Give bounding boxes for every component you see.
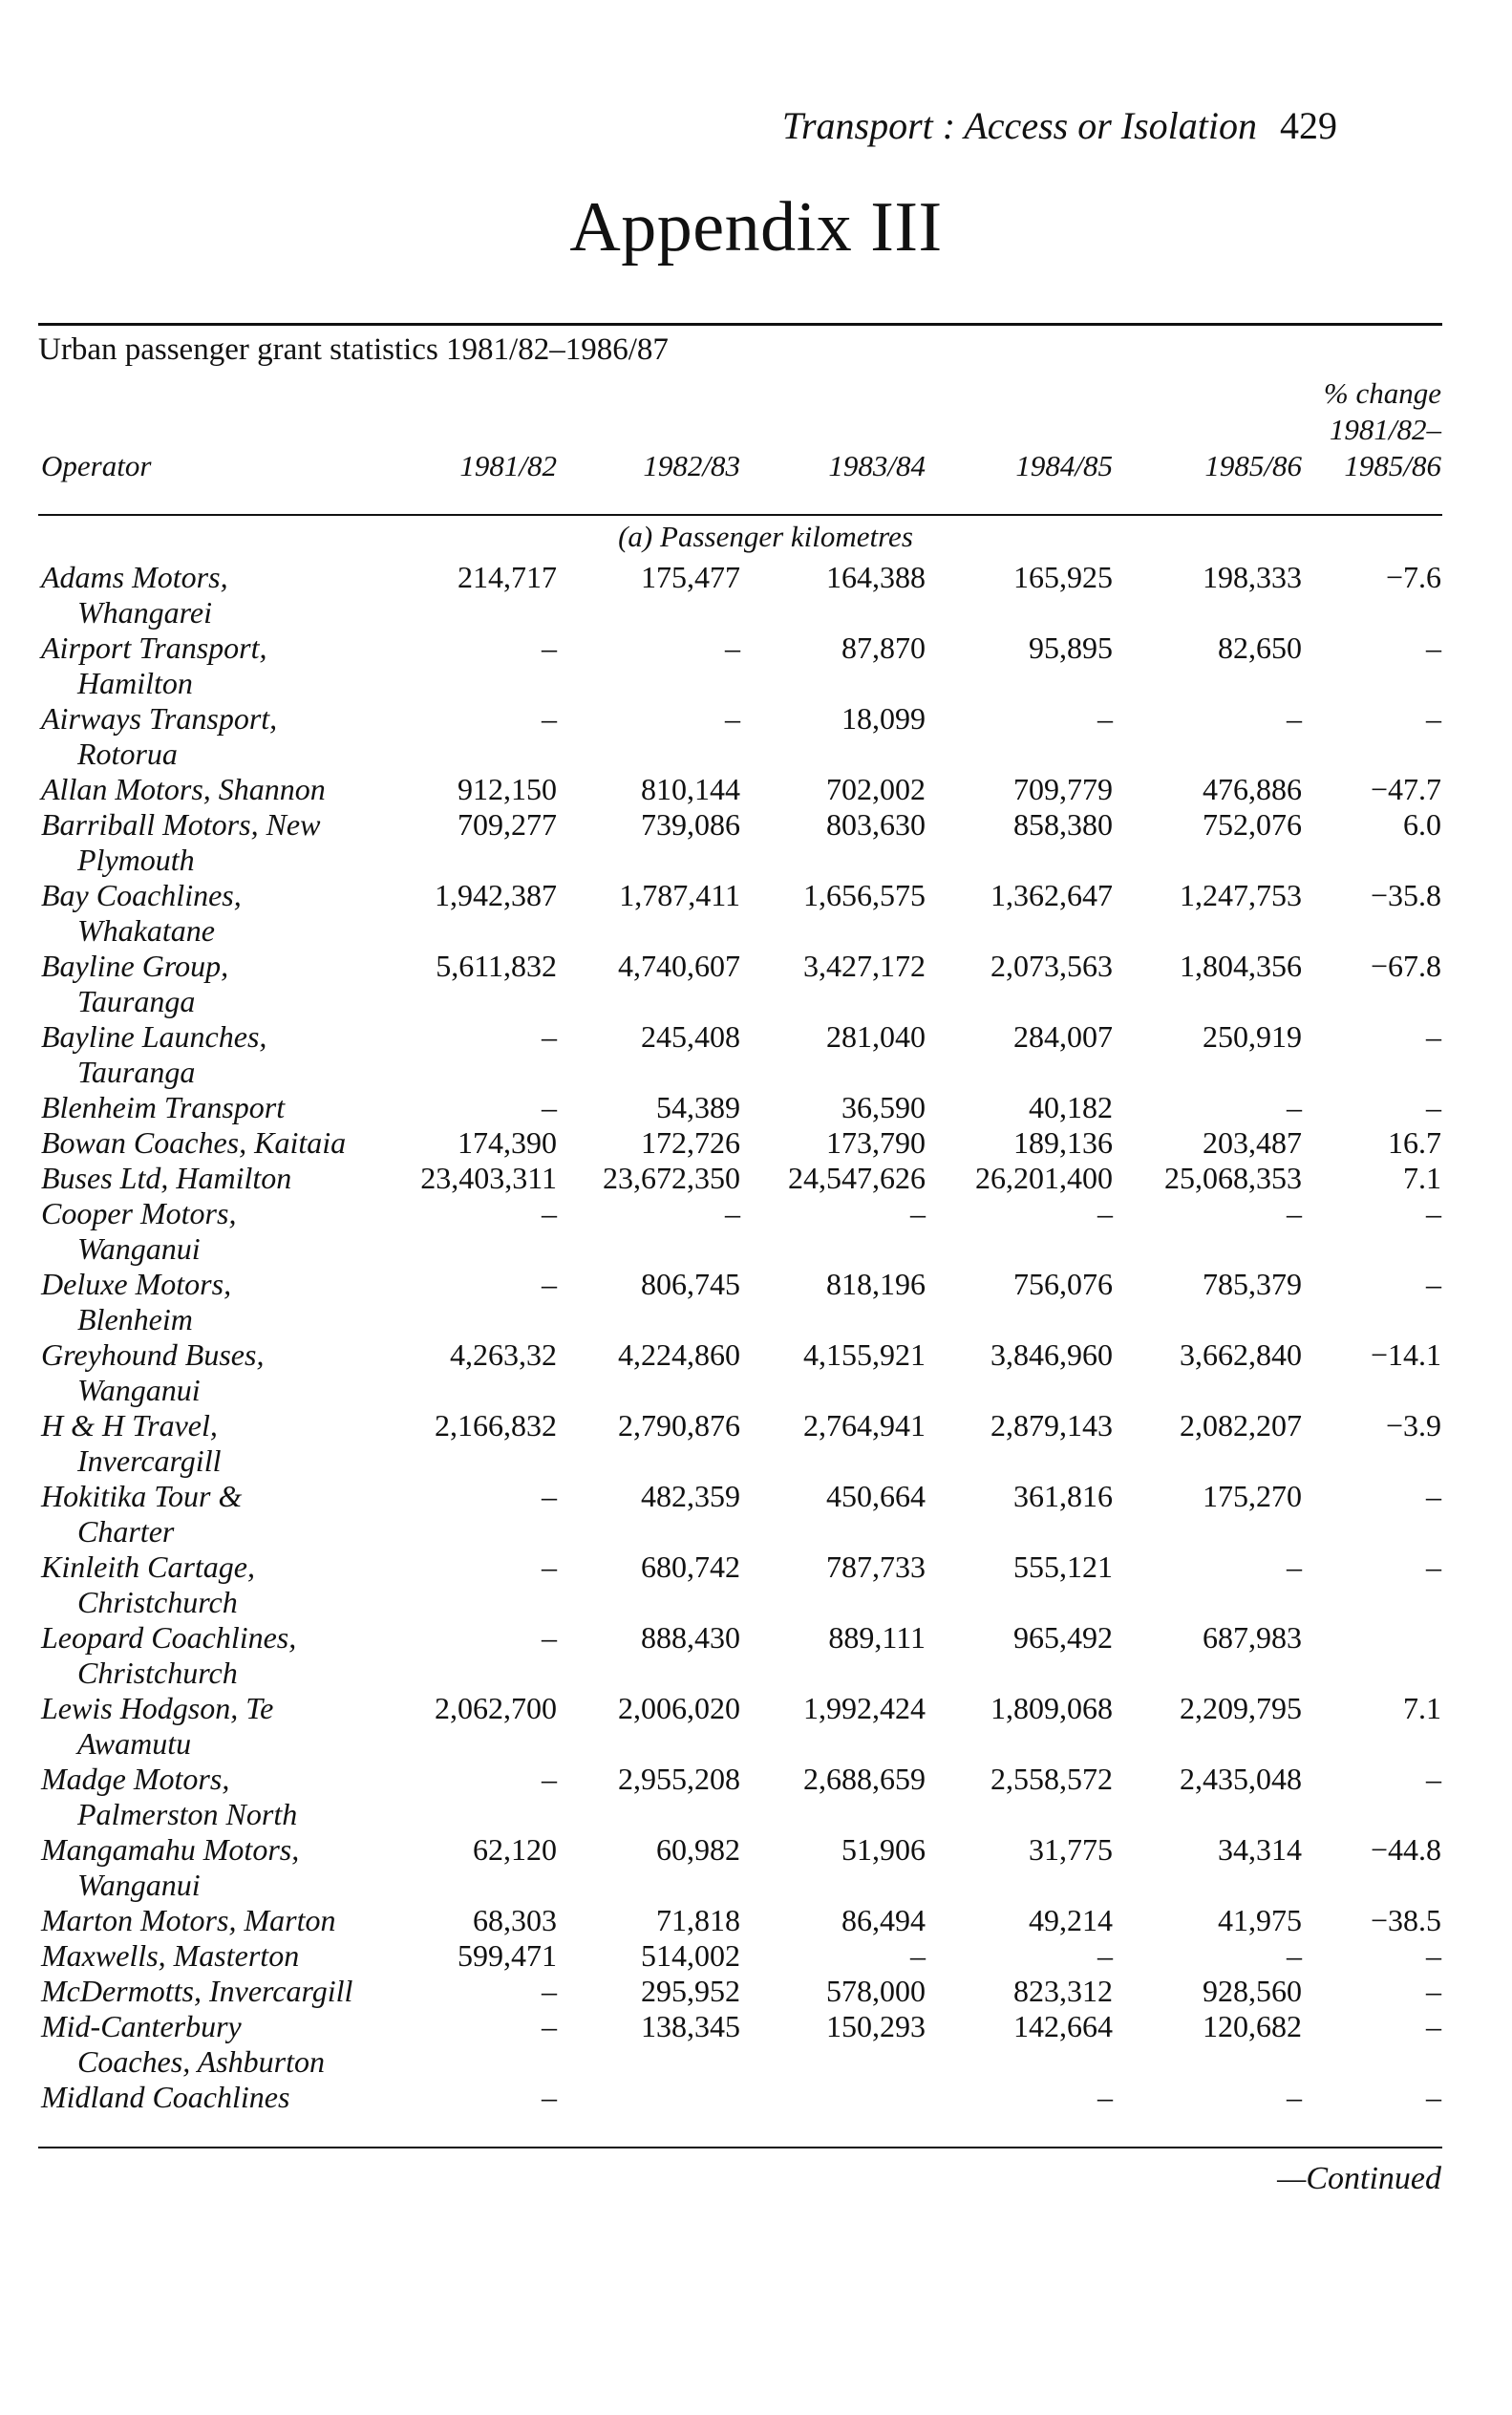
operator-name: Adams Motors, bbox=[41, 560, 228, 594]
operator-location: Coaches, Ashburton bbox=[77, 2044, 325, 2079]
value-cell: 2,879,143 bbox=[990, 1408, 1113, 1443]
header-operator: Operator bbox=[41, 449, 152, 482]
value-cell: 2,764,941 bbox=[803, 1408, 926, 1443]
percent-change-cell: −47.7 bbox=[1370, 772, 1441, 806]
value-cell: – bbox=[542, 1090, 557, 1124]
value-cell: 787,733 bbox=[826, 1549, 926, 1584]
header-change-line3: 1985/86 bbox=[1344, 449, 1441, 482]
operator-location: Tauranga bbox=[77, 1055, 196, 1089]
value-cell: 818,196 bbox=[826, 1267, 926, 1301]
value-cell: 1,656,575 bbox=[803, 878, 926, 912]
operator-cell bbox=[41, 2009, 414, 2080]
value-cell: 3,662,840 bbox=[1180, 1337, 1302, 1372]
percent-change-cell: −3.9 bbox=[1385, 1408, 1441, 1443]
value-cell: 23,672,350 bbox=[603, 1161, 740, 1195]
operator-name: Greyhound Buses, bbox=[41, 1337, 265, 1372]
value-cell: – bbox=[1097, 2080, 1113, 2114]
operator-cell bbox=[41, 1938, 414, 1974]
value-cell: 54,389 bbox=[656, 1090, 740, 1124]
percent-change-cell: 7.1 bbox=[1403, 1161, 1441, 1195]
operator-location: Christchurch bbox=[77, 1585, 238, 1619]
value-cell: 172,726 bbox=[641, 1125, 740, 1160]
running-head-title: Transport : Access or Isolation bbox=[781, 104, 1257, 147]
percent-change-cell: – bbox=[1426, 2009, 1441, 2043]
value-cell: 928,560 bbox=[1203, 1974, 1302, 2008]
value-cell: 198,333 bbox=[1203, 560, 1302, 594]
value-cell: 284,007 bbox=[1013, 1019, 1113, 1054]
percent-change-cell: – bbox=[1426, 701, 1441, 736]
operator-name: Airways Transport, bbox=[41, 701, 278, 736]
value-cell: 71,818 bbox=[656, 1903, 740, 1937]
value-cell: 189,136 bbox=[1013, 1125, 1113, 1160]
operator-name: McDermotts, Invercargill bbox=[41, 1974, 353, 2008]
value-cell: – bbox=[542, 630, 557, 665]
value-cell: 2,435,048 bbox=[1180, 1762, 1302, 1796]
operator-name: Maxwells, Masterton bbox=[41, 1938, 300, 1973]
operator-location: Wanganui bbox=[77, 1231, 201, 1266]
value-cell: 687,983 bbox=[1203, 1620, 1302, 1655]
percent-change-cell: – bbox=[1426, 2080, 1441, 2114]
value-cell: 174,390 bbox=[458, 1125, 557, 1160]
operator-cell bbox=[41, 878, 414, 949]
operator-name: Mid-Canterbury bbox=[41, 2009, 242, 2043]
percent-change-cell: −67.8 bbox=[1370, 949, 1441, 983]
operator-cell bbox=[41, 701, 414, 772]
operator-cell bbox=[41, 1408, 414, 1479]
header-1982-83: 1982/83 bbox=[643, 449, 740, 482]
value-cell: 3,846,960 bbox=[990, 1337, 1113, 1372]
value-cell: 785,379 bbox=[1203, 1267, 1302, 1301]
value-cell: 2,955,208 bbox=[618, 1762, 740, 1796]
value-cell: 51,906 bbox=[841, 1832, 926, 1867]
table-bottom-rule bbox=[38, 2147, 1442, 2148]
operator-name: Marton Motors, Marton bbox=[41, 1903, 336, 1937]
operator-name: Allan Motors, Shannon bbox=[41, 772, 326, 806]
table-caption: Urban passenger grant statistics 1981/82–1986/87 bbox=[38, 332, 669, 367]
operator-name: Lewis Hodgson, Te bbox=[41, 1691, 274, 1725]
value-cell: 810,144 bbox=[641, 772, 740, 806]
value-cell: 709,277 bbox=[458, 807, 557, 842]
value-cell: 756,076 bbox=[1013, 1267, 1113, 1301]
operator-cell bbox=[41, 1337, 414, 1408]
operator-cell bbox=[41, 949, 414, 1019]
value-cell: 803,630 bbox=[826, 807, 926, 842]
operator-name: Bayline Launches, bbox=[41, 1019, 267, 1054]
value-cell: 4,155,921 bbox=[803, 1337, 926, 1372]
header-1983-84: 1983/84 bbox=[828, 449, 926, 482]
value-cell: 2,558,572 bbox=[990, 1762, 1113, 1796]
percent-change-cell: – bbox=[1426, 1938, 1441, 1973]
value-cell: 24,547,626 bbox=[788, 1161, 926, 1195]
value-cell: 40,182 bbox=[1029, 1090, 1113, 1124]
operator-cell bbox=[41, 772, 414, 807]
value-cell: 1,804,356 bbox=[1180, 949, 1302, 983]
value-cell: 138,345 bbox=[641, 2009, 740, 2043]
percent-change-cell: – bbox=[1426, 630, 1441, 665]
operator-name: Mangamahu Motors, bbox=[41, 1832, 300, 1867]
value-cell: 2,006,020 bbox=[618, 1691, 740, 1725]
operator-location: Rotorua bbox=[77, 737, 178, 771]
value-cell: 175,270 bbox=[1203, 1479, 1302, 1513]
operator-location: Palmerston North bbox=[77, 1797, 298, 1831]
value-cell: 888,430 bbox=[641, 1620, 740, 1655]
value-cell: – bbox=[542, 1479, 557, 1513]
value-cell: 1,362,647 bbox=[990, 878, 1113, 912]
percent-change-cell: – bbox=[1426, 1267, 1441, 1301]
operator-location: Wanganui bbox=[77, 1373, 201, 1407]
value-cell: 823,312 bbox=[1013, 1974, 1113, 2008]
value-cell: 173,790 bbox=[826, 1125, 926, 1160]
value-cell: 62,120 bbox=[473, 1832, 557, 1867]
operator-cell bbox=[41, 1903, 414, 1938]
operator-location: Whangarei bbox=[77, 595, 213, 630]
value-cell: – bbox=[542, 1620, 557, 1655]
value-cell: 95,895 bbox=[1029, 630, 1113, 665]
operator-name: Bowan Coaches, Kaitaia bbox=[41, 1125, 347, 1160]
operator-name: Deluxe Motors, bbox=[41, 1267, 232, 1301]
operator-name: Bay Coachlines, bbox=[41, 878, 242, 912]
operator-cell bbox=[41, 1125, 414, 1161]
value-cell: – bbox=[542, 1019, 557, 1054]
value-cell: 2,166,832 bbox=[435, 1408, 557, 1443]
value-cell: 23,403,311 bbox=[420, 1161, 557, 1195]
value-cell: – bbox=[725, 630, 740, 665]
value-cell: 68,303 bbox=[473, 1903, 557, 1937]
operator-name: Midland Coachlines bbox=[41, 2080, 290, 2114]
value-cell: 1,809,068 bbox=[990, 1691, 1113, 1725]
value-cell: 203,487 bbox=[1203, 1125, 1302, 1160]
value-cell: 806,745 bbox=[641, 1267, 740, 1301]
value-cell: – bbox=[910, 1196, 926, 1230]
operator-cell bbox=[41, 560, 414, 630]
table-header-rule bbox=[38, 514, 1442, 516]
header-change-line2: 1981/82– bbox=[1329, 413, 1441, 446]
value-cell: 2,082,207 bbox=[1180, 1408, 1302, 1443]
value-cell: 87,870 bbox=[841, 630, 926, 665]
value-cell: – bbox=[1287, 1549, 1302, 1584]
value-cell: – bbox=[542, 1974, 557, 2008]
operator-location: Charter bbox=[77, 1514, 175, 1549]
value-cell: 5,611,832 bbox=[436, 949, 557, 983]
header-1984-85: 1984/85 bbox=[1015, 449, 1113, 482]
operator-cell bbox=[41, 1974, 414, 2009]
operator-name: Airport Transport, bbox=[41, 630, 267, 665]
table-top-rule bbox=[38, 323, 1442, 326]
header-1981-82: 1981/82 bbox=[459, 449, 557, 482]
value-cell: 1,942,387 bbox=[435, 878, 557, 912]
operator-cell bbox=[41, 1090, 414, 1125]
value-cell: 599,471 bbox=[458, 1938, 557, 1973]
value-cell: 281,040 bbox=[826, 1019, 926, 1054]
value-cell: 1,992,424 bbox=[803, 1691, 926, 1725]
value-cell: 82,650 bbox=[1218, 630, 1302, 665]
operator-name: Buses Ltd, Hamilton bbox=[41, 1161, 292, 1195]
value-cell: – bbox=[1287, 1090, 1302, 1124]
value-cell: – bbox=[542, 1549, 557, 1584]
value-cell: – bbox=[1287, 701, 1302, 736]
value-cell: 858,380 bbox=[1013, 807, 1113, 842]
value-cell: 2,073,563 bbox=[990, 949, 1113, 983]
value-cell: 245,408 bbox=[641, 1019, 740, 1054]
value-cell: 4,740,607 bbox=[618, 949, 740, 983]
operator-name: Cooper Motors, bbox=[41, 1196, 237, 1230]
operator-cell bbox=[41, 807, 414, 878]
value-cell: 31,775 bbox=[1029, 1832, 1113, 1867]
operator-cell bbox=[41, 2080, 414, 2115]
value-cell: 3,427,172 bbox=[803, 949, 926, 983]
value-cell: 26,201,400 bbox=[975, 1161, 1113, 1195]
operator-name: Barriball Motors, New bbox=[41, 807, 321, 842]
value-cell: – bbox=[725, 1196, 740, 1230]
operator-location: Blenheim bbox=[77, 1302, 193, 1336]
operator-location: Christchurch bbox=[77, 1656, 238, 1690]
percent-change-cell: – bbox=[1426, 1019, 1441, 1054]
value-cell: 86,494 bbox=[841, 1903, 926, 1937]
value-cell: – bbox=[1097, 701, 1113, 736]
value-cell: 514,002 bbox=[641, 1938, 740, 1973]
value-cell: 214,717 bbox=[458, 560, 557, 594]
operator-location: Whakatane bbox=[77, 913, 215, 948]
operator-cell bbox=[41, 1019, 414, 1090]
value-cell: 36,590 bbox=[841, 1090, 926, 1124]
operator-cell bbox=[41, 630, 414, 701]
value-cell: 739,086 bbox=[641, 807, 740, 842]
value-cell: 482,359 bbox=[641, 1479, 740, 1513]
operator-cell bbox=[41, 1762, 414, 1832]
operator-location: Tauranga bbox=[77, 984, 196, 1018]
percent-change-cell: −44.8 bbox=[1370, 1832, 1441, 1867]
value-cell: 18,099 bbox=[841, 701, 926, 736]
value-cell: – bbox=[542, 1267, 557, 1301]
operator-cell bbox=[41, 1832, 414, 1903]
operator-location: Hamilton bbox=[77, 666, 193, 700]
value-cell: 702,002 bbox=[826, 772, 926, 806]
value-cell: – bbox=[1287, 2080, 1302, 2114]
value-cell: 164,388 bbox=[826, 560, 926, 594]
operator-cell bbox=[41, 1549, 414, 1620]
value-cell: – bbox=[542, 2009, 557, 2043]
percent-change-cell: – bbox=[1426, 1974, 1441, 2008]
value-cell: – bbox=[725, 701, 740, 736]
percent-change-cell: – bbox=[1426, 1196, 1441, 1230]
operator-location: Awamutu bbox=[77, 1726, 192, 1761]
percent-change-cell: 7.1 bbox=[1403, 1691, 1441, 1725]
value-cell: 2,209,795 bbox=[1180, 1691, 1302, 1725]
value-cell: 578,000 bbox=[826, 1974, 926, 2008]
header-1985-86: 1985/86 bbox=[1204, 449, 1302, 482]
value-cell: 34,314 bbox=[1218, 1832, 1302, 1867]
value-cell: – bbox=[1097, 1196, 1113, 1230]
percent-change-cell: −14.1 bbox=[1370, 1337, 1441, 1372]
value-cell: – bbox=[542, 1196, 557, 1230]
operator-cell bbox=[41, 1479, 414, 1549]
value-cell: – bbox=[542, 1762, 557, 1796]
value-cell: 889,111 bbox=[828, 1620, 926, 1655]
operator-name: Hokitika Tour & bbox=[41, 1479, 243, 1513]
value-cell: 4,263,32 bbox=[450, 1337, 557, 1372]
operator-name: Madge Motors, bbox=[41, 1762, 230, 1796]
value-cell: 49,214 bbox=[1029, 1903, 1113, 1937]
value-cell: 2,688,659 bbox=[803, 1762, 926, 1796]
operator-name: Leopard Coachlines, bbox=[41, 1620, 297, 1655]
value-cell: 150,293 bbox=[826, 2009, 926, 2043]
operator-cell bbox=[41, 1196, 414, 1267]
value-cell: 752,076 bbox=[1203, 807, 1302, 842]
value-cell: 4,224,860 bbox=[618, 1337, 740, 1372]
value-cell: 295,952 bbox=[641, 1974, 740, 2008]
operator-cell bbox=[41, 1267, 414, 1337]
value-cell: 450,664 bbox=[826, 1479, 926, 1513]
value-cell: 165,925 bbox=[1013, 560, 1113, 594]
page-number: 429 bbox=[1280, 104, 1337, 147]
value-cell: – bbox=[1287, 1196, 1302, 1230]
operator-cell bbox=[41, 1691, 414, 1762]
value-cell: 120,682 bbox=[1203, 2009, 1302, 2043]
percent-change-cell: −38.5 bbox=[1370, 1903, 1441, 1937]
operator-name: H & H Travel, bbox=[41, 1408, 218, 1443]
value-cell: 912,150 bbox=[458, 772, 557, 806]
percent-change-cell: −7.6 bbox=[1385, 560, 1441, 594]
section-label: (a) Passenger kilometres bbox=[618, 520, 913, 553]
percent-change-cell: 16.7 bbox=[1388, 1125, 1441, 1160]
value-cell: 25,068,353 bbox=[1164, 1161, 1302, 1195]
percent-change-cell: – bbox=[1426, 1090, 1441, 1124]
value-cell: – bbox=[542, 2080, 557, 2114]
value-cell: 1,787,411 bbox=[619, 878, 740, 912]
continued-label: —Continued bbox=[1277, 2161, 1441, 2196]
percent-change-cell: – bbox=[1426, 1549, 1441, 1584]
value-cell: 1,247,753 bbox=[1180, 878, 1302, 912]
value-cell: 709,779 bbox=[1013, 772, 1113, 806]
value-cell: 2,790,876 bbox=[618, 1408, 740, 1443]
value-cell: 965,492 bbox=[1013, 1620, 1113, 1655]
operator-name: Blenheim Transport bbox=[41, 1090, 286, 1124]
operator-location: Invercargill bbox=[77, 1443, 222, 1478]
value-cell: – bbox=[1287, 1938, 1302, 1973]
value-cell: 2,062,700 bbox=[435, 1691, 557, 1725]
value-cell: 555,121 bbox=[1013, 1549, 1113, 1584]
percent-change-cell: 6.0 bbox=[1403, 807, 1441, 842]
value-cell: 60,982 bbox=[656, 1832, 740, 1867]
running-head bbox=[57, 103, 1337, 148]
operator-name: Bayline Group, bbox=[41, 949, 229, 983]
value-cell: 41,975 bbox=[1218, 1903, 1302, 1937]
value-cell: 175,477 bbox=[641, 560, 740, 594]
value-cell: 250,919 bbox=[1203, 1019, 1302, 1054]
appendix-title: Appendix III bbox=[569, 188, 943, 267]
value-cell: 680,742 bbox=[641, 1549, 740, 1584]
operator-location: Plymouth bbox=[77, 843, 195, 877]
percent-change-cell: – bbox=[1426, 1479, 1441, 1513]
value-cell: 361,816 bbox=[1013, 1479, 1113, 1513]
value-cell: – bbox=[542, 701, 557, 736]
operator-cell bbox=[41, 1161, 414, 1196]
value-cell: – bbox=[910, 1938, 926, 1973]
operator-name: Kinleith Cartage, bbox=[41, 1549, 255, 1584]
operator-location: Wanganui bbox=[77, 1868, 201, 1902]
value-cell: – bbox=[1097, 1938, 1113, 1973]
value-cell: 476,886 bbox=[1203, 772, 1302, 806]
value-cell: 142,664 bbox=[1013, 2009, 1113, 2043]
operator-cell bbox=[41, 1620, 414, 1691]
percent-change-cell: – bbox=[1426, 1762, 1441, 1796]
percent-change-cell: −35.8 bbox=[1370, 878, 1441, 912]
header-change-line1: % change bbox=[1323, 376, 1441, 410]
